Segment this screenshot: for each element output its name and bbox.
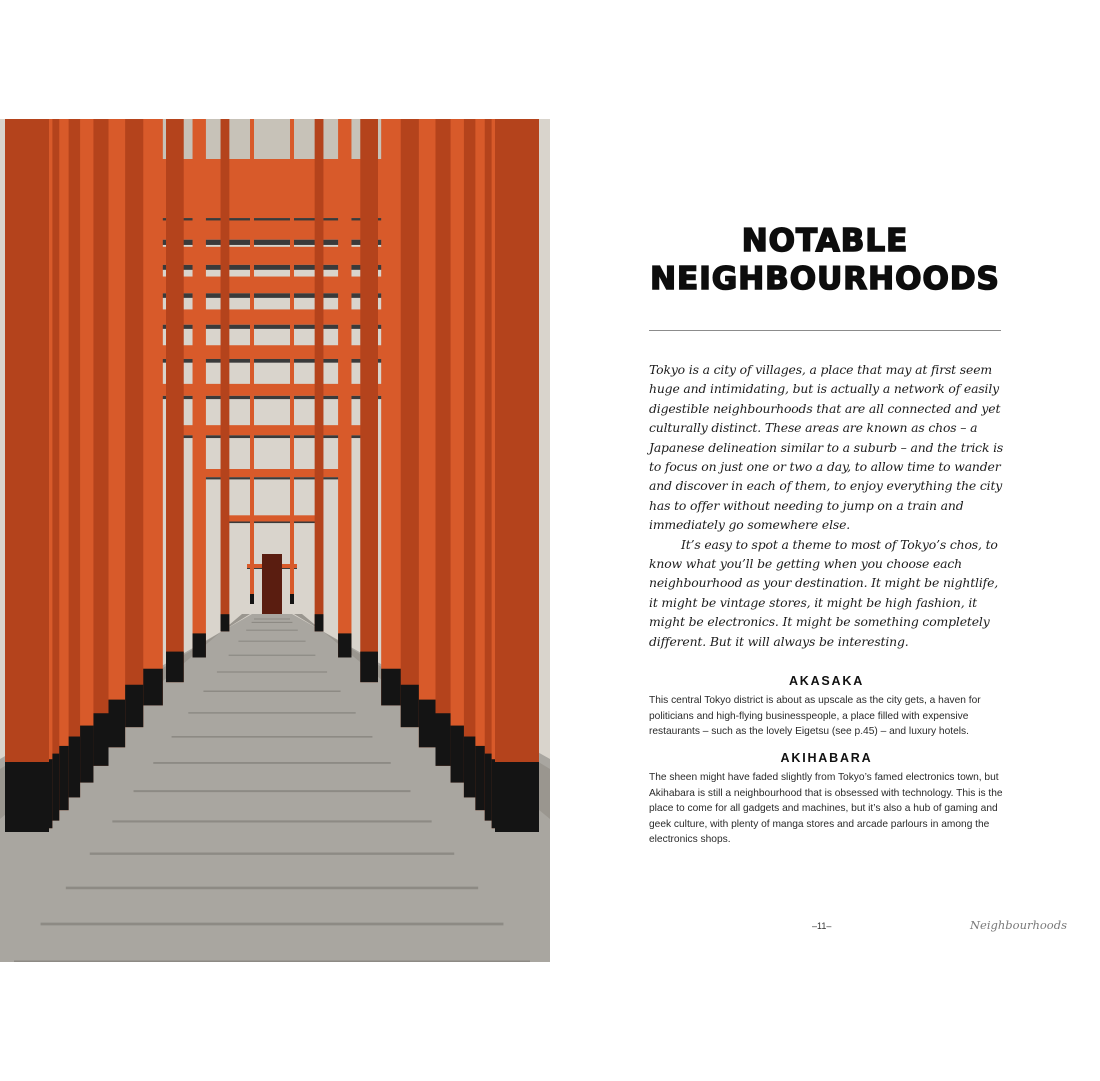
tunnel-end bbox=[262, 554, 282, 614]
torii-post bbox=[381, 119, 403, 705]
running-head: Neighbourhoods bbox=[969, 918, 1067, 932]
torii-post-base bbox=[250, 594, 254, 604]
torii-post-base bbox=[193, 633, 206, 657]
title-line-1: NOTABLE bbox=[741, 223, 909, 259]
title-divider bbox=[649, 330, 1001, 331]
page-title bbox=[610, 222, 1040, 298]
torii-post bbox=[166, 119, 184, 682]
page-number: –11– bbox=[812, 921, 832, 931]
torii-post bbox=[141, 119, 163, 705]
entry-akihabara bbox=[649, 751, 1004, 848]
torii-post-base bbox=[360, 652, 378, 683]
torii-beam bbox=[156, 384, 388, 396]
torii-post bbox=[193, 119, 206, 657]
entry-heading: AKASAKA bbox=[788, 674, 865, 688]
torii-beam-shadow bbox=[156, 396, 388, 399]
torii-beam bbox=[118, 309, 426, 324]
torii-post bbox=[250, 119, 254, 604]
torii-post-base bbox=[166, 652, 184, 683]
entry-text: The sheen might have faded slightly from Tokyo’s famed electronics town, but Akihabara is still a neighbourhood that is obsessed with technology. This is the place to come for all gadgets and machines, but it’s also a hub of gaming and geek culture, with plenty of manga stores and arcade parlours in among the electronics shops. bbox=[649, 772, 1003, 845]
torii-post-base bbox=[315, 614, 324, 631]
torii-gates-illustration bbox=[0, 119, 550, 962]
torii-post-base bbox=[221, 614, 230, 631]
torii-post bbox=[5, 119, 49, 832]
torii-post-base bbox=[495, 762, 539, 832]
torii-post-base bbox=[381, 669, 403, 706]
intro-text bbox=[649, 360, 1009, 651]
torii-post-base bbox=[290, 594, 294, 604]
title-line-2: NEIGHBOURHOODS bbox=[650, 261, 1000, 297]
torii-beam-shadow bbox=[118, 325, 426, 329]
right-page bbox=[550, 0, 1100, 1081]
torii-post-base bbox=[5, 762, 49, 832]
entry-heading: AKIHABARA bbox=[780, 751, 873, 765]
torii-post bbox=[360, 119, 378, 682]
entry-akasaka bbox=[649, 674, 1004, 740]
torii-post bbox=[290, 119, 294, 604]
torii-post-base bbox=[338, 633, 351, 657]
torii-post bbox=[315, 119, 324, 631]
torii-post-base bbox=[141, 669, 163, 706]
torii-beam-shadow bbox=[222, 521, 321, 523]
torii-post bbox=[221, 119, 230, 631]
intro-paragraph-1: Tokyo is a city of villages, a place that may at first seem huge and intimidating, but is actually a network of easily digestible neighbourhoods that are all connected and yet culturally distinct. These areas are known as chos – a Japanese delineation similar to a suburb – and the trick is to focus on just one or two a day, to allow time to wander and discover in each of them, to enjoy everything the city has to offer without needing to jump on a train and immediately go somewhere else. bbox=[649, 362, 1004, 533]
entry-text: This central Tokyo district is about as upscale as the city gets, a haven for politicians and high-flying businesspeople, a place filled with expensive restaurants – such as the lovely Eigetsu (see p.45) – and luxury hotels. bbox=[649, 695, 981, 737]
torii-gates-photo bbox=[0, 119, 550, 962]
torii-post bbox=[338, 119, 351, 657]
torii-post bbox=[495, 119, 539, 832]
torii-beam bbox=[222, 515, 321, 521]
intro-paragraph-2: It’s easy to spot a theme to most of Tokyo’s chos, to know what you’ll be getting when you choose each neighbourhood as your destination. It might be nightlife, it might be vintage stores, it might be high fashion, it might be electronics. It might be something completely different. But it will always be interesting. bbox=[649, 536, 999, 649]
